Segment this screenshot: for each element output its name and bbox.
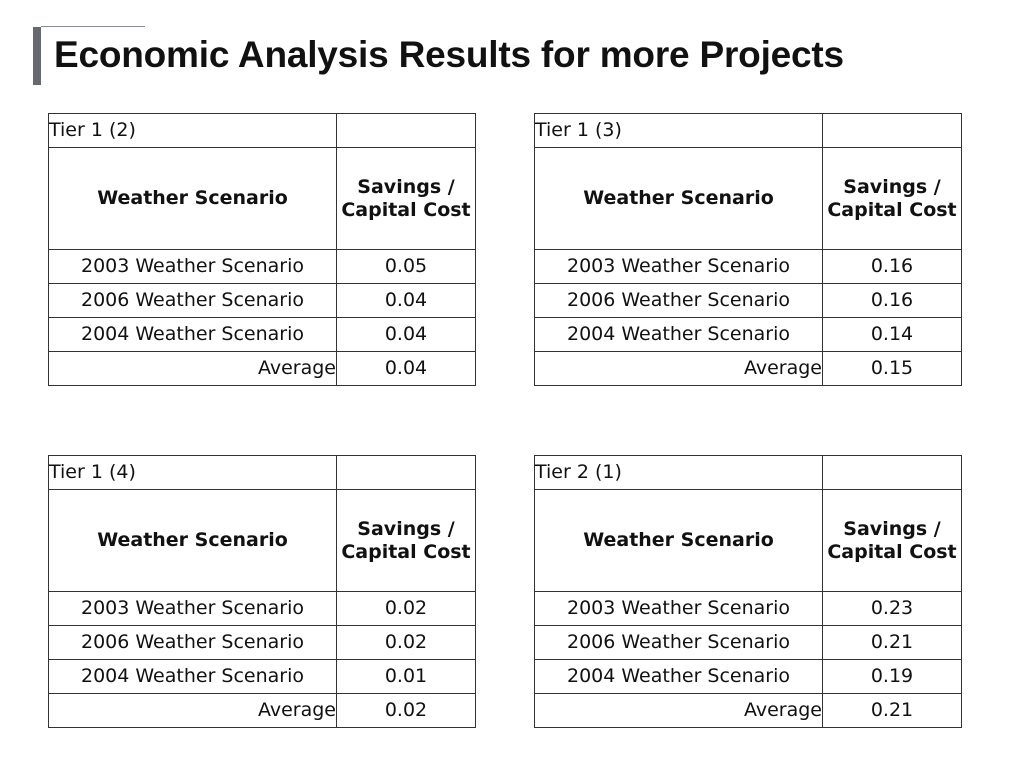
average-label: Average xyxy=(535,694,823,728)
table-row xyxy=(49,660,476,694)
header-line-1: Savings / xyxy=(357,517,455,540)
scenario-cell: 2004 Weather Scenario xyxy=(535,660,823,694)
header-line-1: Savings / xyxy=(843,175,941,198)
value-cell: 0.16 xyxy=(823,250,962,284)
title-accent-bar xyxy=(33,27,41,85)
average-label: Average xyxy=(535,352,823,386)
average-row xyxy=(49,352,476,386)
tier-row xyxy=(535,456,962,490)
savings-capital-cost-header xyxy=(823,148,962,250)
table-row xyxy=(49,592,476,626)
header-line-2: Capital Cost xyxy=(341,540,471,563)
title-accent-rule xyxy=(41,26,145,27)
tier-row xyxy=(49,114,476,148)
empty-cell xyxy=(823,114,962,148)
value-cell: 0.21 xyxy=(823,626,962,660)
value-cell: 0.02 xyxy=(337,592,476,626)
scenario-cell: 2006 Weather Scenario xyxy=(49,284,337,318)
savings-capital-cost-header xyxy=(337,148,476,250)
scenario-cell: 2004 Weather Scenario xyxy=(49,660,337,694)
empty-cell xyxy=(823,456,962,490)
value-cell: 0.23 xyxy=(823,592,962,626)
value-cell: 0.04 xyxy=(337,318,476,352)
tier-label: Tier 1 (4) xyxy=(49,456,337,490)
weather-scenario-header: Weather Scenario xyxy=(535,148,823,250)
scenario-cell: 2006 Weather Scenario xyxy=(535,626,823,660)
tier-row xyxy=(49,456,476,490)
average-label: Average xyxy=(49,694,337,728)
table-row xyxy=(535,626,962,660)
scenario-cell: 2003 Weather Scenario xyxy=(49,250,337,284)
value-cell: 0.14 xyxy=(823,318,962,352)
scenario-cell: 2003 Weather Scenario xyxy=(535,250,823,284)
header-row xyxy=(49,148,476,250)
weather-scenario-header: Weather Scenario xyxy=(535,490,823,592)
value-cell: 0.02 xyxy=(337,626,476,660)
value-cell: 0.16 xyxy=(823,284,962,318)
average-value: 0.04 xyxy=(337,352,476,386)
average-value: 0.02 xyxy=(337,694,476,728)
table-row xyxy=(49,318,476,352)
results-table-tier-2-1 xyxy=(534,455,962,728)
header-line-2: Capital Cost xyxy=(827,198,957,221)
average-row xyxy=(535,694,962,728)
results-table-tier-1-3 xyxy=(534,113,962,386)
value-cell: 0.01 xyxy=(337,660,476,694)
header-row xyxy=(535,490,962,592)
scenario-cell: 2006 Weather Scenario xyxy=(49,626,337,660)
tier-label: Tier 1 (3) xyxy=(535,114,823,148)
tier-label: Tier 2 (1) xyxy=(535,456,823,490)
tier-row xyxy=(535,114,962,148)
table-row xyxy=(535,284,962,318)
average-value: 0.21 xyxy=(823,694,962,728)
value-cell: 0.05 xyxy=(337,250,476,284)
table-row xyxy=(49,626,476,660)
header-line-1: Savings / xyxy=(843,517,941,540)
table-row xyxy=(535,250,962,284)
results-table-tier-1-2 xyxy=(48,113,476,386)
header-row xyxy=(535,148,962,250)
scenario-cell: 2003 Weather Scenario xyxy=(49,592,337,626)
slide-title: Economic Analysis Results for more Projects xyxy=(54,34,844,75)
weather-scenario-header: Weather Scenario xyxy=(49,148,337,250)
empty-cell xyxy=(337,114,476,148)
value-cell: 0.19 xyxy=(823,660,962,694)
header-line-2: Capital Cost xyxy=(341,198,471,221)
average-row xyxy=(535,352,962,386)
scenario-cell: 2004 Weather Scenario xyxy=(49,318,337,352)
empty-cell xyxy=(337,456,476,490)
average-label: Average xyxy=(49,352,337,386)
table-row xyxy=(535,592,962,626)
savings-capital-cost-header xyxy=(337,490,476,592)
results-table-tier-1-4 xyxy=(48,455,476,728)
weather-scenario-header: Weather Scenario xyxy=(49,490,337,592)
average-row xyxy=(49,694,476,728)
table-row xyxy=(535,318,962,352)
value-cell: 0.04 xyxy=(337,284,476,318)
scenario-cell: 2003 Weather Scenario xyxy=(535,592,823,626)
scenario-cell: 2006 Weather Scenario xyxy=(535,284,823,318)
table-row xyxy=(49,284,476,318)
table-row xyxy=(535,660,962,694)
tier-label: Tier 1 (2) xyxy=(49,114,337,148)
savings-capital-cost-header xyxy=(823,490,962,592)
header-line-1: Savings / xyxy=(357,175,455,198)
scenario-cell: 2004 Weather Scenario xyxy=(535,318,823,352)
average-value: 0.15 xyxy=(823,352,962,386)
table-row xyxy=(49,250,476,284)
header-row xyxy=(49,490,476,592)
header-line-2: Capital Cost xyxy=(827,540,957,563)
